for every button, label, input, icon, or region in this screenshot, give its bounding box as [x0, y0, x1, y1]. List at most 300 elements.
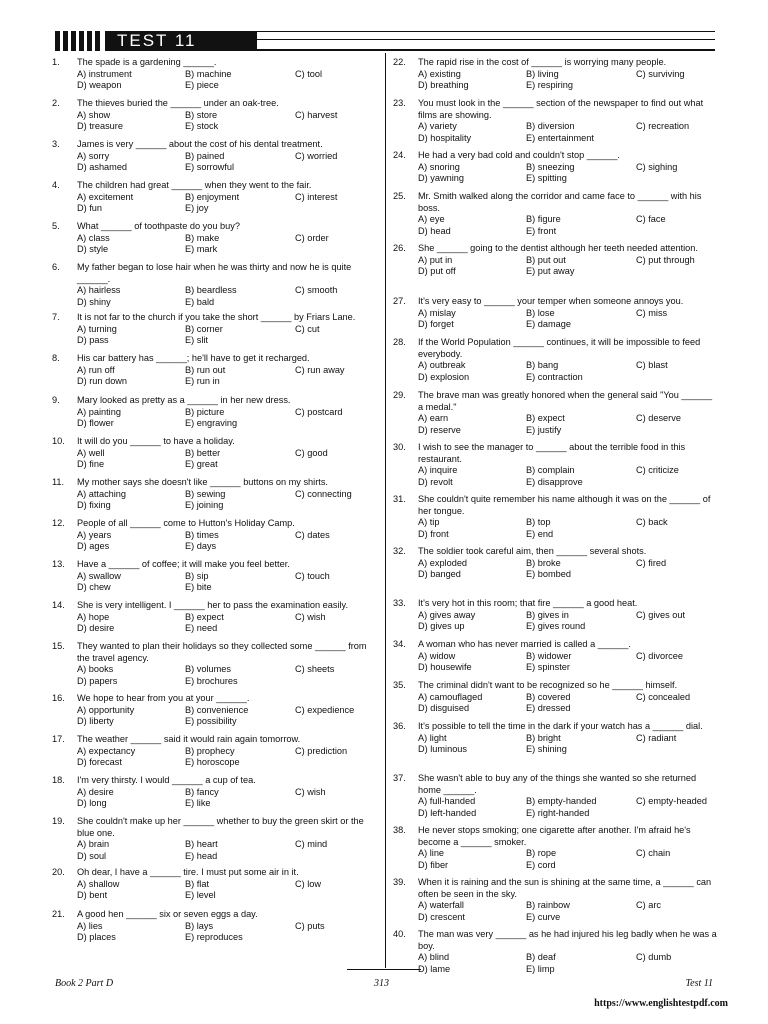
answer-option[interactable]: A) light — [418, 732, 447, 743]
answer-option[interactable]: B) machine — [185, 68, 232, 79]
question-text: She is very intelligent. I ______ her to pass the examination easily. — [77, 600, 349, 610]
answer-option[interactable]: D) hospitality — [418, 132, 472, 143]
question-text: We hope to hear from you at your ______. — [77, 693, 250, 703]
question-item — [52, 477, 376, 512]
question-item — [52, 221, 376, 256]
answer-option[interactable]: E) brochures — [185, 675, 238, 686]
question-number: 25. — [393, 191, 406, 201]
answer-option[interactable]: B) sewing — [185, 488, 226, 499]
answer-option[interactable]: A) mislay — [418, 307, 456, 318]
answer-option[interactable]: D) fixing — [77, 500, 111, 511]
question-item — [393, 98, 717, 144]
answer-option[interactable]: A) exploded — [418, 557, 468, 568]
question-item — [393, 877, 717, 923]
answer-option[interactable]: B) widower — [526, 650, 572, 661]
answer-option[interactable]: C) wish — [295, 786, 326, 797]
answer-option[interactable]: C) run away — [295, 364, 345, 375]
answer-options — [77, 448, 376, 471]
answer-option[interactable]: C) expedience — [295, 704, 355, 715]
question-item — [393, 337, 717, 383]
answer-option[interactable]: B) complain — [526, 465, 575, 476]
answer-option[interactable]: C) cut — [295, 323, 320, 334]
answer-option[interactable]: D) weapon — [77, 80, 122, 91]
answer-option[interactable]: D) desire — [77, 623, 115, 634]
answer-option[interactable]: C) face — [636, 214, 666, 225]
source-url[interactable]: https://www.englishtestpdf.com — [594, 998, 728, 1009]
answer-option[interactable]: E) spitting — [526, 173, 567, 184]
answer-option[interactable]: D) reserve — [418, 424, 461, 435]
question-item — [52, 775, 376, 810]
answer-option[interactable]: C) concealed — [636, 691, 691, 702]
question-item — [393, 598, 717, 633]
answer-option[interactable]: D) run down — [77, 376, 128, 387]
answer-options — [418, 848, 717, 871]
answer-option[interactable]: C) put through — [636, 254, 695, 265]
answer-options — [77, 69, 376, 92]
answer-option[interactable]: D) papers — [77, 675, 118, 686]
answer-options — [77, 407, 376, 430]
question-text: She couldn't make up her ______ whether to buy the green skirt or the blue one. — [77, 816, 364, 838]
answer-option[interactable]: D) disguised — [418, 703, 470, 714]
question-number: 38. — [393, 825, 406, 835]
answer-option[interactable]: D) pass — [77, 335, 109, 346]
question-number: 17. — [52, 734, 65, 744]
question-number: 27. — [393, 296, 406, 306]
question-item — [52, 641, 376, 687]
answer-option[interactable]: C) sheets — [295, 664, 335, 675]
answer-option[interactable]: B) picture — [185, 406, 225, 417]
answer-option[interactable]: C) low — [295, 878, 322, 889]
answer-option[interactable]: B) volumes — [185, 664, 231, 675]
question-text: The criminal didn't want to be recognized so he ______ himself. — [418, 680, 678, 690]
answer-option[interactable]: B) figure — [526, 214, 561, 225]
answer-option[interactable]: A) years — [77, 529, 112, 540]
question-number: 30. — [393, 442, 406, 452]
question-number: 20. — [52, 867, 65, 877]
question-item — [52, 180, 376, 215]
question-item — [393, 721, 717, 756]
answer-option[interactable]: E) sorrowful — [185, 162, 235, 173]
question-item — [393, 929, 717, 975]
answer-option[interactable]: A) desire — [77, 786, 114, 797]
answer-options — [418, 308, 717, 331]
answer-option[interactable]: A) inquire — [418, 465, 458, 476]
answer-option[interactable]: C) worried — [295, 150, 338, 161]
answer-option[interactable]: D) ages — [77, 541, 110, 552]
question-text: The thieves buried the ______ under an oak-tree. — [77, 98, 279, 108]
question-text: The weather ______ said it would rain again tomorrow. — [77, 734, 301, 744]
answer-option[interactable]: D) banged — [418, 569, 461, 580]
question-text: People of all ______ come to Hutton's Holiday Camp. — [77, 518, 295, 528]
answer-option[interactable]: B) sneezing — [526, 161, 575, 172]
question-item — [393, 494, 717, 540]
answer-option[interactable]: E) great — [185, 459, 218, 470]
question-number: 3. — [52, 139, 60, 149]
answer-option[interactable]: E) shining — [526, 744, 567, 755]
answer-option[interactable]: E) entertainment — [526, 132, 594, 143]
answer-option[interactable]: E) end — [526, 528, 554, 539]
question-number: 31. — [393, 494, 406, 504]
question-item — [393, 680, 717, 715]
answer-options — [77, 879, 376, 902]
answer-option[interactable]: C) tool — [295, 68, 323, 79]
question-text: The soldier took careful aim, then ______ several shots. — [418, 546, 647, 556]
answer-option[interactable]: A) well — [77, 447, 105, 458]
answer-option[interactable]: C) connecting — [295, 488, 352, 499]
answer-option[interactable]: A) blind — [418, 952, 450, 963]
answer-option[interactable]: A) camouflaged — [418, 691, 483, 702]
answer-option[interactable]: D) front — [418, 528, 449, 539]
question-text: They wanted to plan their holidays so they collected some ______ from the travel agency. — [77, 641, 367, 663]
answer-option[interactable]: C) surviving — [636, 68, 685, 79]
answer-options — [418, 517, 717, 540]
answer-option[interactable]: C) back — [636, 517, 668, 528]
answer-option[interactable]: E) curve — [526, 911, 561, 922]
question-text: If the World Population ______ continues, it will be impossible to feed everybody. — [418, 337, 701, 359]
answer-option[interactable]: E) contraction — [526, 371, 583, 382]
answer-option[interactable]: B) beardless — [185, 285, 237, 296]
answer-options — [77, 664, 376, 687]
answer-option[interactable]: D) gives up — [418, 621, 465, 632]
answer-option[interactable]: A) expectancy — [77, 745, 136, 756]
answer-option[interactable]: A) widow — [418, 650, 456, 661]
answer-option[interactable]: E) justify — [526, 424, 562, 435]
answer-option[interactable]: E) possibility — [185, 716, 237, 727]
answer-options — [418, 162, 717, 185]
question-number: 14. — [52, 600, 65, 610]
answer-option[interactable]: D) fiber — [418, 859, 449, 870]
answer-option[interactable]: B) gives in — [526, 609, 569, 620]
answer-option[interactable]: D) treasure — [77, 121, 123, 132]
question-item — [52, 909, 376, 944]
answer-option[interactable]: C) sighing — [636, 161, 678, 172]
answer-option[interactable]: C) touch — [295, 570, 330, 581]
answer-option[interactable]: B) lose — [526, 307, 555, 318]
answer-option[interactable]: D) housewife — [418, 662, 472, 673]
answer-option[interactable]: A) shallow — [77, 878, 120, 889]
answer-option[interactable]: C) good — [295, 447, 328, 458]
answer-option[interactable]: B) pained — [185, 150, 225, 161]
answer-options — [418, 651, 717, 674]
answer-option[interactable]: A) class — [77, 232, 110, 243]
answer-option[interactable]: E) joining — [185, 500, 224, 511]
question-item — [52, 693, 376, 728]
answer-option[interactable]: C) recreation — [636, 121, 690, 132]
answer-options — [418, 69, 717, 92]
answer-option[interactable]: C) mind — [295, 839, 328, 850]
answer-option[interactable]: C) smooth — [295, 285, 338, 296]
column-divider — [385, 53, 386, 968]
answer-option[interactable]: E) respiring — [526, 80, 573, 91]
question-text: It's very hot in this room; that fire ______ a good heat. — [418, 598, 638, 608]
question-number: 4. — [52, 180, 60, 190]
answer-option[interactable]: E) run in — [185, 376, 220, 387]
answer-option[interactable]: D) crescent — [418, 911, 465, 922]
answer-option[interactable]: A) gives away — [418, 609, 476, 620]
answer-option[interactable]: E) bite — [185, 582, 212, 593]
answer-option[interactable]: A) outbreak — [418, 360, 466, 371]
answer-option[interactable]: A) excitement — [77, 191, 134, 202]
answer-option[interactable]: E) bald — [185, 296, 215, 307]
answer-option[interactable]: C) puts — [295, 920, 325, 931]
answer-option[interactable]: B) put out — [526, 254, 566, 265]
answer-option[interactable]: B) covered — [526, 691, 571, 702]
answer-option[interactable]: D) bent — [77, 890, 108, 901]
answer-option[interactable]: B) diversion — [526, 121, 575, 132]
answer-option[interactable]: B) store — [185, 109, 218, 120]
question-number: 28. — [393, 337, 406, 347]
answer-option[interactable]: E) days — [185, 541, 217, 552]
question-item — [393, 191, 717, 237]
question-item — [52, 600, 376, 635]
answer-option[interactable]: E) reproduces — [185, 932, 243, 943]
question-number: 29. — [393, 390, 406, 400]
answer-option[interactable]: B) rope — [526, 848, 557, 859]
answer-option[interactable]: D) shiny — [77, 296, 111, 307]
answer-option[interactable]: D) long — [77, 798, 107, 809]
answer-options — [418, 214, 717, 237]
answer-option[interactable]: B) deaf — [526, 952, 556, 963]
answer-option[interactable]: C) interest — [295, 191, 338, 202]
answer-option[interactable]: D) forecast — [77, 757, 122, 768]
answer-option[interactable]: B) living — [526, 68, 559, 79]
answer-option[interactable]: B) broke — [526, 557, 561, 568]
answer-option[interactable]: E) horoscope — [185, 757, 240, 768]
answer-option[interactable]: D) head — [418, 225, 451, 236]
answer-option[interactable]: C) postcard — [295, 406, 343, 417]
page-title: TEST 11 — [105, 31, 257, 51]
answer-options — [418, 121, 717, 144]
answer-option[interactable]: E) joy — [185, 203, 209, 214]
answer-option[interactable]: A) show — [77, 109, 111, 120]
answer-option[interactable]: B) bright — [526, 732, 561, 743]
question-text: Have a ______ of coffee; it will make you feel better. — [77, 559, 290, 569]
answer-option[interactable]: A) opportunity — [77, 704, 135, 715]
question-text: I wish to see the manager to ______ about the terrible food in this restaurant. — [418, 442, 686, 464]
answer-option[interactable]: D) style — [77, 244, 109, 255]
question-number: 5. — [52, 221, 60, 231]
question-number: 32. — [393, 546, 406, 556]
question-item — [393, 390, 717, 436]
answer-option[interactable]: E) right-handed — [526, 807, 590, 818]
answer-option[interactable]: D) liberty — [77, 716, 114, 727]
answer-option[interactable]: B) bang — [526, 360, 559, 371]
answer-option[interactable]: E) put away — [526, 266, 575, 277]
answer-option[interactable]: B) flat — [185, 878, 209, 889]
test-label: Test 11 — [685, 978, 713, 989]
answer-option[interactable]: A) painting — [77, 406, 121, 417]
answer-option[interactable]: E) disapprove — [526, 476, 583, 487]
question-number: 37. — [393, 773, 406, 783]
answer-option[interactable]: C) wish — [295, 611, 326, 622]
answer-option[interactable]: E) head — [185, 850, 218, 861]
question-item — [393, 243, 717, 278]
question-number: 24. — [393, 150, 406, 160]
question-item — [52, 312, 376, 347]
answer-option[interactable]: E) bombed — [526, 569, 571, 580]
answer-option[interactable]: C) empty-headed — [636, 796, 707, 807]
answer-option[interactable]: C) gives out — [636, 609, 686, 620]
answer-option[interactable]: C) radiant — [636, 732, 677, 743]
answer-option[interactable]: B) make — [185, 232, 220, 243]
answer-option[interactable]: A) waterfall — [418, 900, 464, 911]
question-number: 11. — [52, 477, 65, 487]
answer-option[interactable]: E) slit — [185, 335, 208, 346]
answer-options — [418, 413, 717, 436]
answer-option[interactable]: A) attaching — [77, 488, 127, 499]
answer-option[interactable]: D) flower — [77, 418, 114, 429]
question-number: 12. — [52, 518, 65, 528]
answer-option[interactable]: B) fancy — [185, 786, 219, 797]
answer-option[interactable]: A) tip — [418, 517, 440, 528]
answer-options — [418, 465, 717, 488]
answer-option[interactable]: B) prophecy — [185, 745, 235, 756]
answer-option[interactable]: C) criticize — [636, 465, 679, 476]
question-number: 21. — [52, 909, 65, 919]
answer-option[interactable]: E) damage — [526, 319, 571, 330]
answer-option[interactable]: A) put in — [418, 254, 453, 265]
question-text: Oh dear, I have a ______ tire. I must put some air in it. — [77, 867, 299, 877]
answer-option[interactable]: D) chew — [77, 582, 111, 593]
answer-option[interactable]: A) snoring — [418, 161, 460, 172]
question-text: He never stops smoking; one cigarette after another. I'm afraid he's become a ______ smoker. — [418, 825, 691, 847]
answer-option[interactable]: E) level — [185, 890, 216, 901]
answer-option[interactable]: B) sip — [185, 570, 209, 581]
question-number: 9. — [52, 395, 60, 405]
question-item — [52, 436, 376, 471]
answer-option[interactable]: A) sorry — [77, 150, 110, 161]
answer-option[interactable]: B) times — [185, 529, 219, 540]
answer-options — [418, 610, 717, 633]
answer-option[interactable]: A) swallow — [77, 570, 121, 581]
question-item — [52, 518, 376, 553]
answer-option[interactable]: C) fired — [636, 557, 667, 568]
answer-option[interactable]: D) yawning — [418, 173, 464, 184]
answer-option[interactable]: B) lays — [185, 920, 214, 931]
answer-option[interactable]: D) fine — [77, 459, 105, 470]
answer-option[interactable]: A) existing — [418, 68, 461, 79]
answer-option[interactable]: E) spinster — [526, 662, 570, 673]
answer-option[interactable]: E) mark — [185, 244, 218, 255]
answer-option[interactable]: B) empty-handed — [526, 796, 597, 807]
answer-option[interactable]: B) heart — [185, 839, 218, 850]
answer-option[interactable]: C) prediction — [295, 745, 348, 756]
answer-options — [418, 796, 717, 819]
answer-options — [77, 365, 376, 388]
answer-option[interactable]: D) breathing — [418, 80, 469, 91]
answer-option[interactable]: E) cord — [526, 859, 556, 870]
question-number: 34. — [393, 639, 406, 649]
answer-option[interactable]: C) arc — [636, 900, 662, 911]
question-number: 33. — [393, 598, 406, 608]
answer-option[interactable]: A) variety — [418, 121, 457, 132]
answer-option[interactable]: C) harvest — [295, 109, 338, 120]
answer-option[interactable]: D) luminous — [418, 744, 468, 755]
answer-option[interactable]: A) lies — [77, 920, 103, 931]
answer-option[interactable]: D) soul — [77, 850, 107, 861]
answer-option[interactable]: E) like — [185, 798, 211, 809]
answer-option[interactable]: D) explosion — [418, 371, 470, 382]
answer-option[interactable]: B) top — [526, 517, 551, 528]
answer-option[interactable]: B) convenience — [185, 704, 249, 715]
answer-option[interactable]: B) rainbow — [526, 900, 570, 911]
answer-option[interactable]: C) dates — [295, 529, 330, 540]
answer-option[interactable]: D) revolt — [418, 476, 453, 487]
answer-option[interactable]: D) put off — [418, 266, 456, 277]
answer-option[interactable]: A) run off — [77, 364, 115, 375]
answer-option[interactable]: B) corner — [185, 323, 223, 334]
question-item — [52, 559, 376, 594]
answer-option[interactable]: B) expect — [185, 611, 224, 622]
answer-option[interactable]: B) enjoyment — [185, 191, 240, 202]
question-number: 23. — [393, 98, 406, 108]
answer-option[interactable]: A) brain — [77, 839, 110, 850]
answer-option[interactable]: A) books — [77, 664, 114, 675]
question-number: 40. — [393, 929, 406, 939]
header-bars — [55, 31, 100, 51]
answer-option[interactable]: A) line — [418, 848, 445, 859]
answer-option[interactable]: D) fun — [77, 203, 103, 214]
answer-option[interactable]: E) piece — [185, 80, 219, 91]
answer-option[interactable]: C) divorcee — [636, 650, 683, 661]
answer-option[interactable]: B) better — [185, 447, 221, 458]
answer-option[interactable]: D) places — [77, 932, 116, 943]
question-item — [52, 734, 376, 769]
answer-option[interactable]: C) order — [295, 232, 329, 243]
answer-option[interactable]: A) hairless — [77, 285, 121, 296]
answer-option[interactable]: C) deserve — [636, 413, 681, 424]
answer-option[interactable]: A) full-handed — [418, 796, 476, 807]
answer-option[interactable]: C) blast — [636, 360, 668, 371]
answer-option[interactable]: E) limp — [526, 963, 555, 974]
answer-option[interactable]: A) instrument — [77, 68, 132, 79]
answer-option[interactable]: E) need — [185, 623, 218, 634]
answer-option[interactable]: C) miss — [636, 307, 668, 318]
footer-rule — [347, 969, 421, 970]
answer-option[interactable]: E) dressed — [526, 703, 571, 714]
answer-options — [77, 324, 376, 347]
answer-option[interactable]: E) front — [526, 225, 557, 236]
question-item — [52, 57, 376, 92]
question-number: 10. — [52, 436, 65, 446]
answer-option[interactable]: D) forget — [418, 319, 454, 330]
answer-option[interactable]: D) left-handed — [418, 807, 477, 818]
answer-options — [77, 233, 376, 256]
answer-option[interactable]: E) stock — [185, 121, 219, 132]
answer-option[interactable]: A) eye — [418, 214, 445, 225]
answer-option[interactable]: C) chain — [636, 848, 671, 859]
question-text: Mr. Smith walked along the corridor and came face to ______ with his boss. — [418, 191, 702, 213]
answer-option[interactable]: A) hope — [77, 611, 110, 622]
question-text: She wasn't able to buy any of the things she wanted so she returned home ______. — [418, 773, 697, 795]
answer-option[interactable]: E) gives round — [526, 621, 586, 632]
answer-option[interactable]: C) dumb — [636, 952, 672, 963]
answer-option[interactable]: A) turning — [77, 323, 117, 334]
question-text: The spade is a gardening ______. — [77, 57, 217, 67]
answer-option[interactable]: B) run out — [185, 364, 226, 375]
answer-options — [77, 110, 376, 133]
question-text: The brave man was greatly honored when the general said "You ______ a medal." — [418, 390, 713, 412]
question-text: What ______ of toothpaste do you buy? — [77, 221, 240, 231]
question-number: 1. — [52, 57, 60, 67]
answer-option[interactable]: D) ashamed — [77, 162, 128, 173]
question-item — [52, 867, 376, 902]
answer-option[interactable]: D) lame — [418, 963, 451, 974]
question-number: 39. — [393, 877, 406, 887]
answer-option[interactable]: B) expect — [526, 413, 565, 424]
answer-option[interactable]: E) engraving — [185, 418, 238, 429]
answer-option[interactable]: A) earn — [418, 413, 449, 424]
